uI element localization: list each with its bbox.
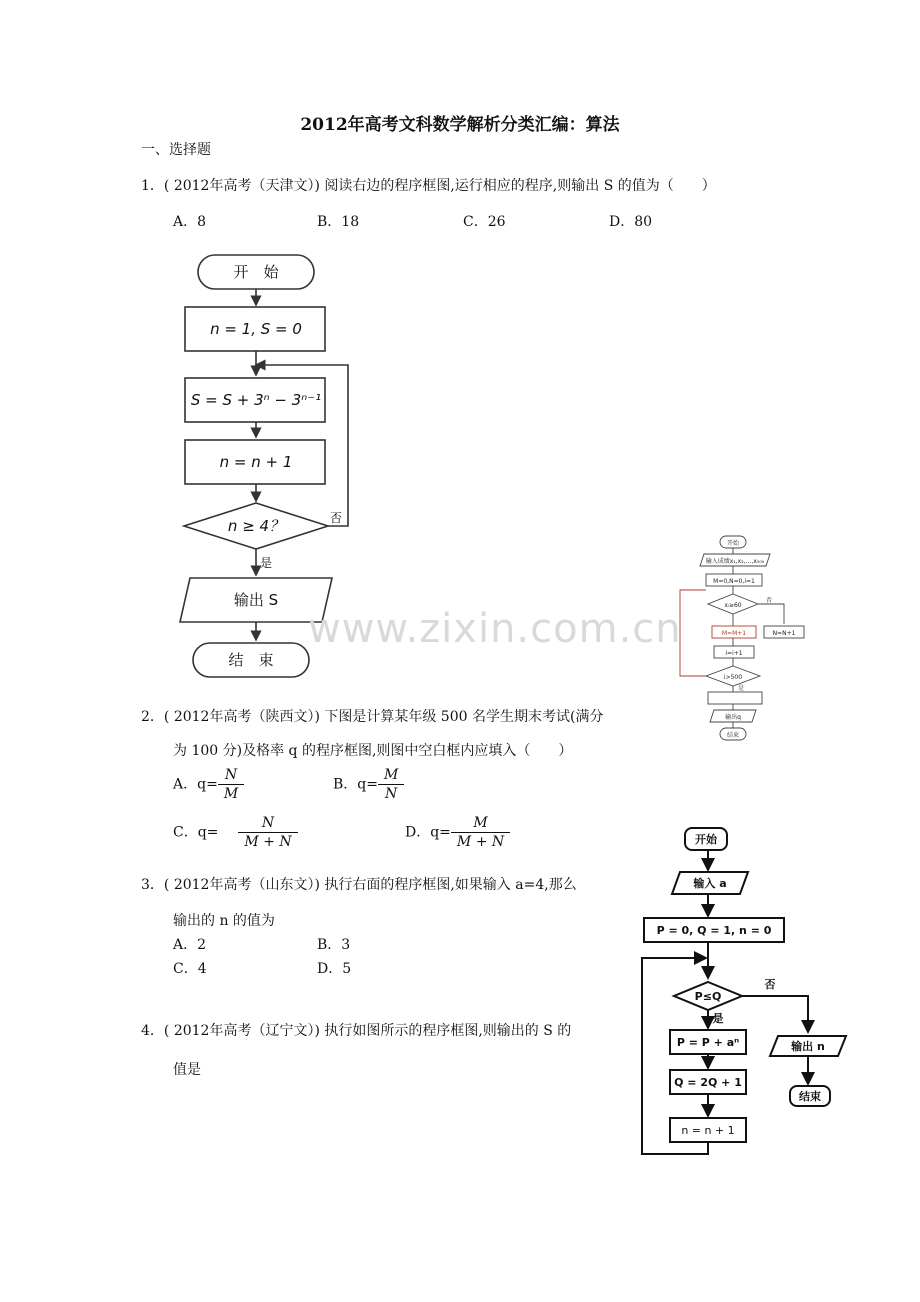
q1-output-label: 输出 S xyxy=(233,591,279,609)
q2-i-inc-label: i=i+1 xyxy=(725,650,743,657)
q2-output-label: 输出q xyxy=(725,714,741,721)
q3-yes-label: 是 xyxy=(712,1012,724,1025)
q2-no-label: 否 xyxy=(766,597,773,604)
q3-end-label: 结束 xyxy=(799,1090,821,1103)
q3-q-update-label: Q = 2Q + 1 xyxy=(674,1076,742,1089)
q1-end-label: 结 束 xyxy=(228,651,274,669)
q2-start-label: 开始 xyxy=(726,540,740,547)
q2-option-c-numerator: N xyxy=(238,814,297,833)
question-3-line1: 3．( 2012年高考（山东文）) 执行右面的程序框图,如果输入 a=4,那么 xyxy=(141,877,577,893)
q1-update-label: S = S + 3ⁿ − 3ⁿ⁻¹ xyxy=(190,391,322,409)
q2-option-c-fraction xyxy=(238,814,297,851)
question-2-line1: 2．( 2012年高考（陕西文）) 下图是计算某年级 500 名学生期末考试(满分 xyxy=(141,709,604,725)
q2-cond2-label: i>500 xyxy=(723,674,743,681)
q3-init-label: P = 0, Q = 1, n = 0 xyxy=(656,924,772,937)
q2-option-c xyxy=(173,814,298,851)
question-4-line2: 值是 xyxy=(173,1062,201,1078)
q2-init-label: M=0,N=0,i=1 xyxy=(713,578,755,585)
q2-option-b xyxy=(333,766,404,803)
q2-option-b-fraction xyxy=(378,766,404,803)
q2-option-a-numerator: N xyxy=(218,766,244,785)
q1-option-a: A．8 xyxy=(173,214,207,230)
q2-option-c-label: C．q= xyxy=(173,824,219,841)
q2-input-label: 输入成绩x₁,x₂,…,x₅₀₀ xyxy=(705,558,765,565)
q1-option-c: C．26 xyxy=(463,214,506,230)
q1-init-label: n = 1, S = 0 xyxy=(210,320,302,338)
q2-option-d-numerator: M xyxy=(451,814,510,833)
q1-option-b: B．18 xyxy=(317,214,360,230)
q2-m-inc-label: M=M+1 xyxy=(721,630,747,637)
watermark: www.zixin.com.cn xyxy=(308,606,682,652)
q2-blank-box xyxy=(708,692,762,704)
q2-option-d-label: D．q= xyxy=(405,824,451,841)
q1-option-d: D．80 xyxy=(609,214,653,230)
q1-cond-label: n ≥ 4？ xyxy=(227,517,285,535)
q3-input-label: 输入 a xyxy=(693,877,727,890)
q2-option-d-denominator: M + N xyxy=(456,834,505,850)
q1-incr-label: n = n + 1 xyxy=(219,453,293,471)
q2-end-label: 结束 xyxy=(726,732,740,739)
q2-option-d xyxy=(405,814,510,851)
q3-option-b: B．3 xyxy=(317,937,351,953)
q3-option-d: D．5 xyxy=(317,961,352,977)
q2-option-a-fraction xyxy=(218,766,244,803)
question-1-text: 1．( 2012年高考（天津文）) 阅读右边的程序框图,运行相应的程序,则输出 S 的值为（ ） xyxy=(141,178,716,194)
q3-n-update-label: n = n + 1 xyxy=(681,1124,735,1137)
q3-output-label: 输出 n xyxy=(791,1040,825,1053)
q2-cond1-label: xᵢ≥60 xyxy=(724,602,742,609)
question-3-line2: 输出的 n 的值为 xyxy=(173,913,275,929)
q3-option-c: C．4 xyxy=(173,961,207,977)
q2-flowchart xyxy=(672,530,796,760)
question-4-line1: 4．( 2012年高考（辽宁文）) 执行如图所示的程序框图,则输出的 S 的 xyxy=(141,1023,572,1039)
q2-option-b-label: B．q= xyxy=(333,776,378,793)
q3-no-label: 否 xyxy=(764,978,776,991)
q1-start-label: 开 始 xyxy=(233,263,279,281)
document-title: 2012年高考文科数学解析分类汇编：算法 xyxy=(300,115,620,135)
q2-option-a-label: A．q= xyxy=(173,776,218,793)
q3-start-label: 开始 xyxy=(695,833,717,846)
q3-option-a: A．2 xyxy=(173,937,207,953)
q1-yes-label: 是 xyxy=(260,556,273,570)
q2-option-a xyxy=(173,766,244,803)
section-heading: 一、选择题 xyxy=(141,142,211,158)
q3-p-update-label: P = P + aⁿ xyxy=(676,1036,740,1049)
q2-option-d-fraction xyxy=(451,814,510,851)
q2-option-b-numerator: M xyxy=(378,766,404,785)
q2-yes-label: 是 xyxy=(738,685,745,692)
q3-cond-label: P≤Q xyxy=(694,990,722,1003)
q2-option-c-denominator: M + N xyxy=(244,834,292,850)
q3-flowchart xyxy=(632,822,872,1162)
q2-option-a-denominator: M xyxy=(223,786,239,802)
q1-no-label: 否 xyxy=(330,511,343,525)
q2-option-b-denominator: N xyxy=(385,786,398,802)
question-2-line2: 为 100 分)及格率 q 的程序框图,则图中空白框内应填入（ ） xyxy=(173,743,573,759)
q2-n-inc-label: N=N+1 xyxy=(772,630,796,637)
